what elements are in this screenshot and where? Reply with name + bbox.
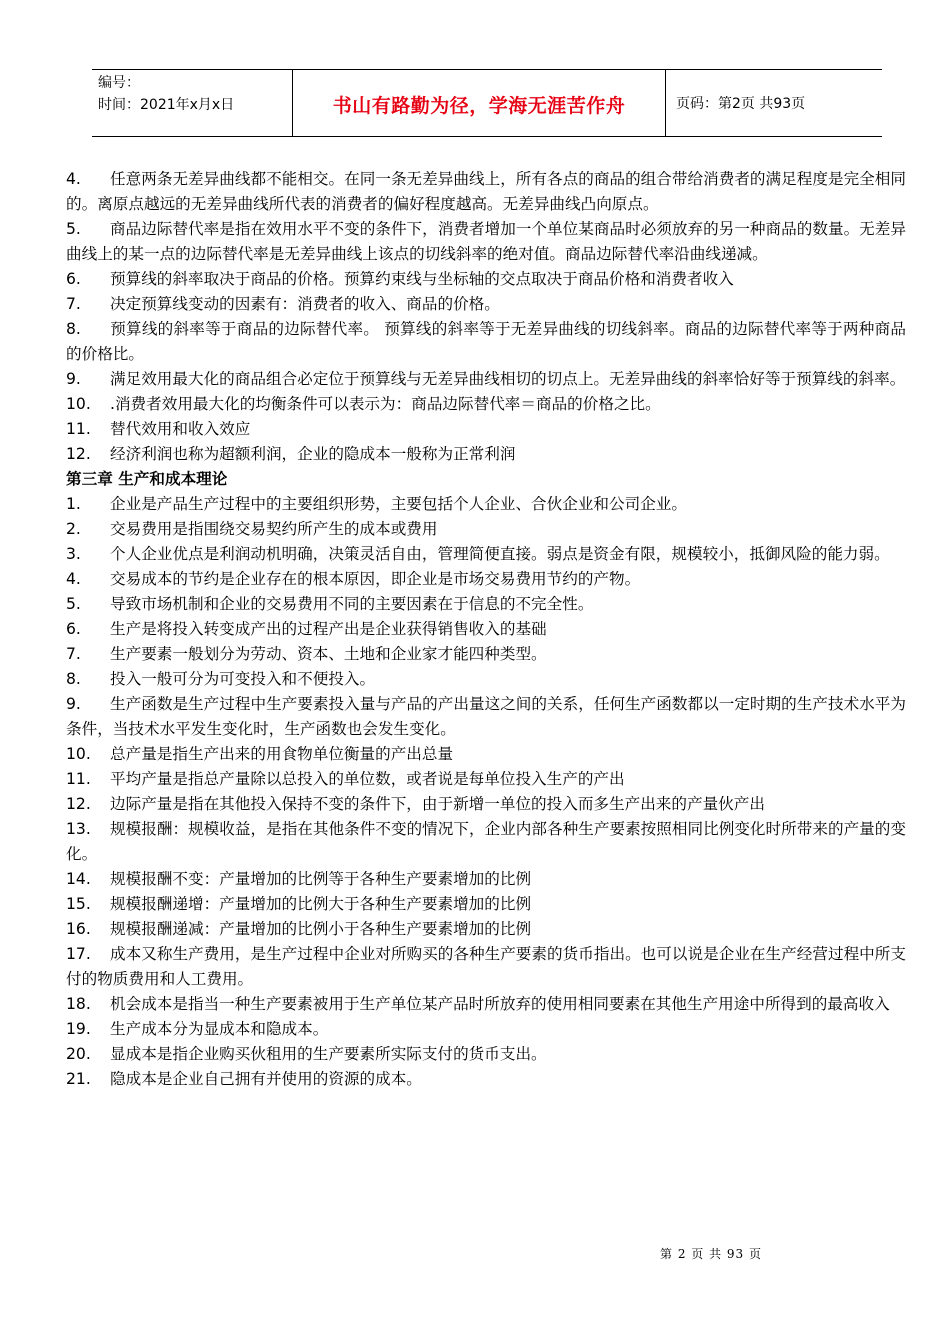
item-number: 11. [66, 420, 91, 438]
list-item [66, 592, 906, 617]
item-text: 预算线的斜率取决于商品的价格。预算约束线与坐标轴的交点取决于商品价格和消费者收入 [110, 270, 734, 288]
item-text: 生产成本分为显成本和隐成本。 [110, 1020, 329, 1038]
header-motto-cell [293, 70, 666, 136]
item-text: 规模报酬递减：产量增加的比例小于各种生产要素增加的比例 [110, 920, 532, 938]
item-text: 规模报酬不变：产量增加的比例等于各种生产要素增加的比例 [110, 870, 532, 888]
list-item [66, 217, 906, 267]
list-item [66, 1067, 906, 1092]
item-number: 4. [66, 570, 81, 588]
item-text: 投入一般可分为可变投入和不便投入。 [110, 670, 376, 688]
item-text: 边际产量是指在其他投入保持不变的条件下，由于新增一单位的投入而多生产出来的产量伙产出 [110, 795, 765, 813]
list-item [66, 867, 906, 892]
item-text: 总产量是指生产出来的用食物单位衡量的产出总量 [110, 745, 454, 763]
item-text: 规模报酬递增：产量增加的比例大于各种生产要素增加的比例 [110, 895, 532, 913]
list-item [66, 392, 906, 417]
item-number: 21. [66, 1070, 91, 1088]
item-number: 12. [66, 445, 91, 463]
item-number: 11. [66, 770, 91, 788]
list-item [66, 892, 906, 917]
page-header [92, 69, 882, 137]
item-number: 6. [66, 620, 81, 638]
item-number: 3. [66, 545, 81, 563]
item-number: 7. [66, 295, 81, 313]
item-number: 6. [66, 270, 81, 288]
item-text: 成本又称生产费用，是生产过程中企业对所购买的各种生产要素的货币指出。也可以说是企业在生产经营过程中所支付的物质费用和人工费用。 [66, 945, 906, 988]
item-list [66, 167, 906, 467]
item-text: 满足效用最大化的商品组合必定位于预算线与无差异曲线相切的切点上。无差异曲线的斜率恰好等于预算线的斜率。 [110, 370, 906, 388]
item-text: 生产要素一般划分为劳动、资本、土地和企业家才能四种类型。 [110, 645, 547, 663]
item-number: 1. [66, 495, 81, 513]
item-text: .消费者效用最大化的均衡条件可以表示为：商品边际替代率＝商品的价格之比。 [110, 395, 661, 413]
item-number: 8. [66, 670, 81, 688]
item-number: 18. [66, 995, 91, 1013]
chapter-item-list [66, 492, 906, 1092]
list-item [66, 817, 906, 867]
list-item [66, 367, 906, 392]
item-text: 预算线的斜率等于商品的边际替代率。 预算线的斜率等于无差异曲线的切线斜率。商品的边际替代率等于两种商品的价格比。 [66, 320, 906, 363]
item-text: 隐成本是企业自己拥有并使用的资源的成本。 [110, 1070, 422, 1088]
item-text: 经济利润也称为超额利润，企业的隐成本一般称为正常利润 [110, 445, 516, 463]
item-number: 7. [66, 645, 81, 663]
list-item [66, 567, 906, 592]
list-item [66, 292, 906, 317]
item-text: 商品边际替代率是指在效用水平不变的条件下，消费者增加一个单位某商品时必须放弃的另一种商品的数量。无差异曲线上的某一点的边际替代率是无差异曲线上该点的切线斜率的绝对值。商品边际替代率沿曲线递减。 [66, 220, 906, 263]
header-number: 编号： [98, 75, 140, 91]
header-page-info: 页码：第2页 共93页 [676, 96, 806, 112]
item-number: 2. [66, 520, 81, 538]
list-item [66, 442, 906, 467]
item-number: 17. [66, 945, 91, 963]
item-text: 企业是产品生产过程中的主要组织形势，主要包括个人企业、合伙企业和公司企业。 [110, 495, 687, 513]
item-text: 机会成本是指当一种生产要素被用于生产单位某产品时所放弃的使用相同要素在其他生产用途中所得到的最高收入 [110, 995, 890, 1013]
list-item [66, 742, 906, 767]
item-number: 14. [66, 870, 91, 888]
item-text: 交易成本的节约是企业存在的根本原因，即企业是市场交易费用节约的产物。 [110, 570, 641, 588]
item-number: 15. [66, 895, 91, 913]
item-text: 生产是将投入转变成产出的过程产出是企业获得销售收入的基础 [110, 620, 547, 638]
item-number: 10. [66, 745, 91, 763]
header-motto: 书山有路勤为径，学海无涯苦作舟 [332, 94, 626, 117]
item-number: 8. [66, 320, 81, 338]
item-text: 规模报酬：规模收益，是指在其他条件不变的情况下，企业内部各种生产要素按照相同比例变化时所带来的产量的变化。 [66, 820, 906, 863]
list-item [66, 642, 906, 667]
chapter-title: 第三章 生产和成本理论 [66, 470, 228, 488]
list-item [66, 492, 906, 517]
page-footer: 第 2 页 共 93 页 [660, 1247, 762, 1261]
item-number: 16. [66, 920, 91, 938]
list-item [66, 1042, 906, 1067]
list-item [66, 517, 906, 542]
list-item [66, 942, 906, 992]
item-number: 20. [66, 1045, 91, 1063]
list-item [66, 767, 906, 792]
list-item [66, 992, 906, 1017]
item-text: 替代效用和收入效应 [110, 420, 251, 438]
item-number: 9. [66, 695, 81, 713]
list-item [66, 1017, 906, 1042]
item-text: 任意两条无差异曲线都不能相交。在同一条无差异曲线上，所有各点的商品的组合带给消费者的满足程度是完全相同的。离原点越远的无差异曲线所代表的消费者的偏好程度越高。无差异曲线凸向原点。 [66, 170, 906, 213]
item-text: 交易费用是指围绕交易契约所产生的成本或费用 [110, 520, 438, 538]
item-number: 9. [66, 370, 81, 388]
item-text: 导致市场机制和企业的交易费用不同的主要因素在于信息的不完全性。 [110, 595, 594, 613]
list-item [66, 667, 906, 692]
list-item [66, 792, 906, 817]
list-item [66, 267, 906, 292]
item-number: 5. [66, 595, 81, 613]
item-text: 个人企业优点是利润动机明确，决策灵活自由，管理简便直接。弱点是资金有限，规模较小，抵御风险的能力弱。 [110, 545, 890, 563]
list-item [66, 542, 906, 567]
item-number: 10. [66, 395, 91, 413]
list-item [66, 167, 906, 217]
item-number: 13. [66, 820, 91, 838]
item-number: 12. [66, 795, 91, 813]
list-item [66, 617, 906, 642]
list-item [66, 917, 906, 942]
list-item [66, 417, 906, 442]
item-number: 5. [66, 220, 81, 238]
list-item [66, 317, 906, 367]
header-meta [92, 70, 293, 136]
document-body [66, 167, 906, 1092]
item-text: 平均产量是指总产量除以总投入的单位数，或者说是每单位投入生产的产出 [110, 770, 625, 788]
header-time: 时间：2021年x月x日 [98, 97, 235, 113]
item-text: 显成本是指企业购买伙租用的生产要素所实际支付的货币支出。 [110, 1045, 547, 1063]
item-text: 决定预算线变动的因素有：消费者的收入、商品的价格。 [110, 295, 500, 313]
item-number: 4. [66, 170, 81, 188]
list-item [66, 692, 906, 742]
item-number: 19. [66, 1020, 91, 1038]
item-text: 生产函数是生产过程中生产要素投入量与产品的产出量这之间的关系，任何生产函数都以一定时期的生产技术水平为条件，当技术水平发生变化时，生产函数也会发生变化。 [66, 695, 906, 738]
